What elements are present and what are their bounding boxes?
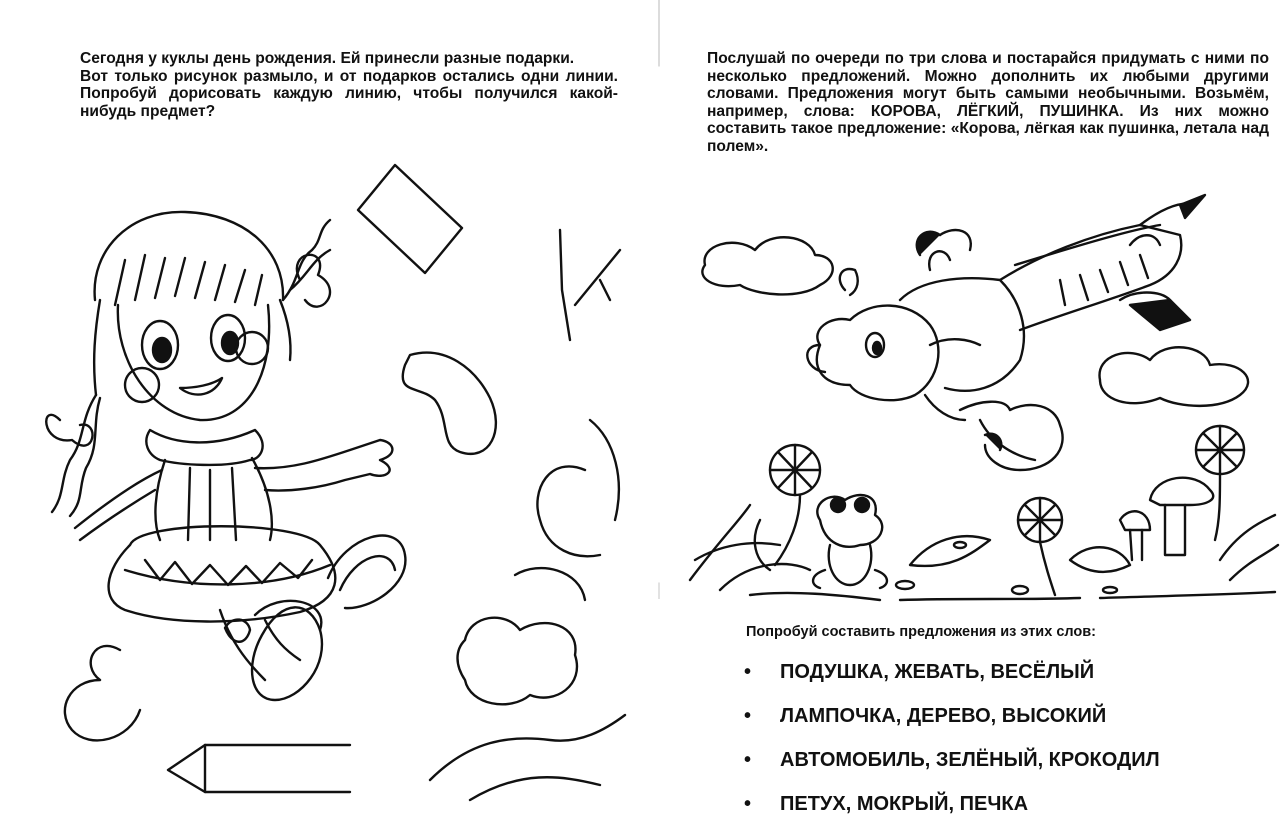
word-set-item [744,650,1160,694]
pencil-shape [168,745,350,792]
doll-drawing [46,212,405,700]
right-page [660,0,1280,832]
blob-shape [458,618,577,705]
cow-drawing [807,195,1205,470]
ground-drawing [690,426,1278,600]
bullet-icon: • [744,749,752,771]
word-set-item [744,694,1160,738]
wave-line-1 [430,715,625,780]
word-set-text: ЛАМПОЧКА, ДЕРЕВО, ВЫСОКИЙ [780,705,1107,727]
word-set-text: АВТОМОБИЛЬ, ЗЕЛЁНЫЙ, КРОКОДИЛ [780,749,1160,771]
word-sets-list [744,650,1160,826]
task-paragraph: Вот только рисунок размыло, и от подарков остались одни линии. Попробуй дорисовать каждую линию, чтобы получился какой-нибудь предмет? [80,67,618,120]
figure-eight [65,646,140,740]
arc-right [590,420,619,520]
wave-line-2 [470,777,600,800]
c-curve [537,466,600,556]
loop-squiggle [515,568,585,600]
word-set-item [744,782,1160,826]
instructions-paragraph: Послушай по очереди по три слова и постарайся придумать с ними по несколько предложений. Можно дополнить их любыми другими словами. Предложения могут быть самыми необычными. Возьмём, например, слова: КОРОВА, ЛЁГКИЙ, ПУШИНКА. Из них можно составить такое предложение: «Корова, лёгкая как пушинка, летала над полем». [707,50,1269,155]
word-set-item [744,738,1160,782]
bean-shape [403,353,496,454]
intro-paragraph: Сегодня у куклы день рождения. Ей принесли разные подарки. [80,50,575,67]
cloud-right [1100,347,1249,406]
word-set-text: ПОДУШКА, ЖЕВАТЬ, ВЕСЁЛЫЙ [780,661,1095,683]
zigzag-line [560,230,620,340]
rectangle-outline [358,165,462,273]
word-set-text: ПЕТУХ, МОКРЫЙ, ПЕЧКА [780,793,1029,815]
bullet-icon: • [744,705,752,727]
word-sets-prompt: Попробуй составить предложения из этих слов: [746,624,1096,640]
shape-lines [65,165,625,800]
bullet-icon: • [744,793,752,815]
cloud-left [702,237,832,294]
bullet-icon: • [744,661,752,683]
